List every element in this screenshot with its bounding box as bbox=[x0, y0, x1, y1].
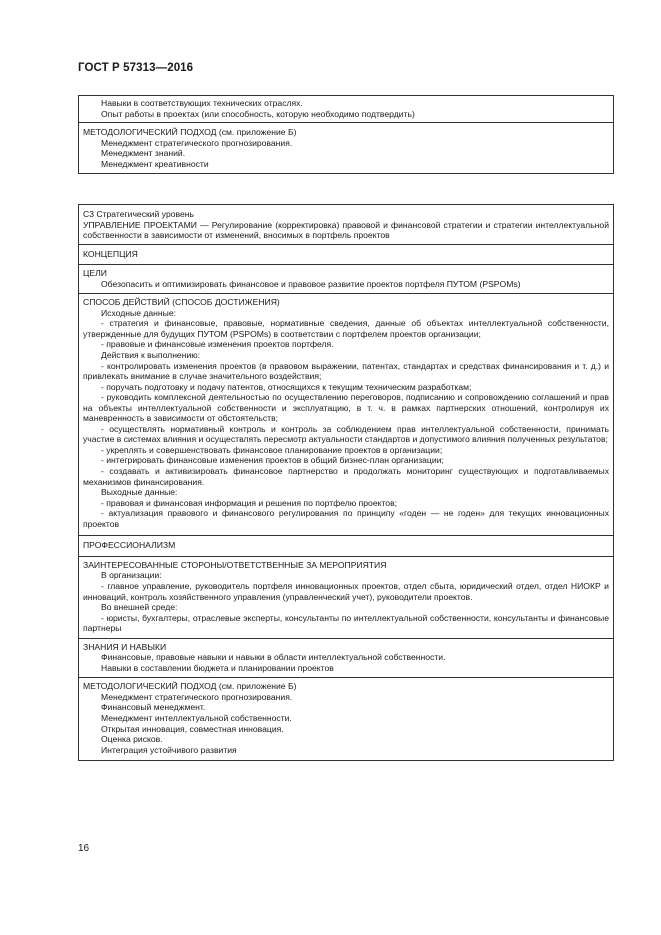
method2-item: Оценка рисков. bbox=[101, 734, 163, 745]
project-management-text: УПРАВЛЕНИЕ ПРОЕКТАМИ — Регулирование (корректировка) правовой и финансовой стратегии и стратегии интеллектуальной собственности в зависимости от изменений, вносимых в портфель проектов bbox=[83, 219, 609, 241]
document-header: ГОСТ Р 57313—2016 bbox=[78, 62, 194, 74]
concept-title: КОНЦЕПЦИЯ bbox=[83, 248, 138, 259]
goals-title: ЦЕЛИ bbox=[83, 268, 107, 279]
action-item: - интегрировать финансовые изменения проектов в общий бизнес-план организации; bbox=[101, 455, 444, 466]
output-item: - правовая и финансовая информация и решения по портфелю проектов; bbox=[101, 497, 398, 508]
table-continuation bbox=[78, 95, 614, 174]
professionalism-cell bbox=[79, 536, 613, 557]
knowledge-item: Навыки в составлении бюджета и планировании проектов bbox=[101, 662, 334, 673]
action-item: - укреплять и совершенствовать финансовое планирование проектов в организации; bbox=[101, 444, 443, 455]
method-item: Менеджмент креативности bbox=[101, 158, 209, 169]
output-data-title: Выходные данные: bbox=[101, 487, 178, 498]
stakeholders-title: ЗАИНТЕРЕСОВАННЫЕ СТОРОНЫ/ОТВЕТСТВЕННЫЕ ЗА МЕРОПРИЯТИЯ bbox=[83, 559, 387, 570]
action-item: - создавать и активизировать финансовое партнерство и продолжать мониторинг существующих и подготавливаемых механизмов финансирования. bbox=[83, 466, 609, 487]
method2-item: Менеджмент стратегического прогнозирования. bbox=[101, 691, 293, 702]
input-item: - стратегия и финансовые, правовые, нормативные сведения, данные об объектах интеллектуальной собственности, утвержденные для будущих ПУТОМ (PSPOMs) в соответствии с портфелем проектов организации; bbox=[83, 318, 609, 339]
method-item: Менеджмент знаний. bbox=[101, 148, 186, 159]
knowledge-cell bbox=[79, 639, 613, 679]
action-item: - поручать подготовку и подачу патентов, относящихся к текущим техническим разработкам; bbox=[101, 381, 472, 392]
method2-item: Открытая инновация, совместная инновация. bbox=[101, 723, 284, 734]
method-actions-title: СПОСОБ ДЕЙСТВИЙ (СПОСОБ ДОСТИЖЕНИЯ) bbox=[83, 297, 280, 308]
stakeholder-item: - юристы, бухгалтеры, отраслевые эксперты, консультанты по интеллектуальной собственности, консультанты и финансовые партнеры bbox=[83, 612, 609, 634]
concept-cell bbox=[79, 245, 613, 266]
method-item: Менеджмент стратегического прогнозирования. bbox=[101, 137, 293, 148]
action-item: - контролировать изменения проектов (в правовом выражении, патентах, стандартах и средствах финансирования и т. д.) и привлекать внимание в случае значительного воздействия; bbox=[83, 360, 609, 382]
method2-title: МЕТОДОЛОГИЧЕСКИЙ ПОДХОД (см. приложение Б) bbox=[83, 681, 297, 692]
method2-item: Менеджмент интеллектуальной собственности. bbox=[101, 712, 292, 723]
method-title: МЕТОДОЛОГИЧЕСКИЙ ПОДХОД (см. приложение Б) bbox=[83, 127, 297, 138]
professionalism-title: ПРОФЕССИОНАЛИЗМ bbox=[83, 540, 176, 551]
skill-item: Навыки в соответствующих технических отраслях. bbox=[101, 98, 303, 108]
level-cell bbox=[79, 205, 613, 245]
knowledge-title: ЗНАНИЯ И НАВЫКИ bbox=[83, 641, 167, 652]
skills-cell bbox=[79, 96, 613, 123]
stakeholder-item: - главное управление, руководитель портфеля инновационных проектов, отдел сбыта, юридический отдел, отдел НИОКР и инноваций, контроль хозяйственного управления (управленческий учет), руководители проектов. bbox=[83, 580, 609, 602]
method2-cell bbox=[79, 678, 613, 760]
skill-item: Опыт работы в проектах (или способность, которую необходимо подтвердить) bbox=[101, 108, 415, 119]
goals-text: Обезопасить и оптимизировать финансовое и правовое развитие проектов портфеля ПУТОМ (PSPOMs) bbox=[101, 278, 521, 289]
method2-item: Финансовый менеджмент. bbox=[101, 702, 206, 713]
in-organization-label: В организации: bbox=[101, 570, 162, 581]
page-number: 16 bbox=[78, 843, 90, 854]
stakeholders-cell bbox=[79, 557, 613, 639]
knowledge-item: Финансовые, правовые навыки и навыки в области интеллектуальной собственности. bbox=[101, 652, 446, 663]
input-item: - правовые и финансовые изменения проектов портфеля. bbox=[101, 339, 334, 350]
goals-cell bbox=[79, 265, 613, 294]
method-actions-cell bbox=[79, 294, 613, 536]
external-label: Во внешней среде: bbox=[101, 602, 178, 613]
method-cell bbox=[79, 123, 613, 173]
actions-title: Действия к выполнению: bbox=[101, 350, 201, 361]
action-item: - руководить комплексной деятельностью по осуществлению переговоров, подписанию и сопровождению соглашений и прав на объекты интеллектуальной собственности и эксплуатацию, в т. ч. в рамках партнерских отношений, контролируя их маневренность в зависимости от обстоятельств; bbox=[83, 392, 609, 424]
table-strategic-level bbox=[78, 204, 614, 761]
output-item: - актуализация правового и финансового регулирования по принципу «годен — не годен» для текущих инновационных проектов bbox=[83, 508, 609, 529]
action-item: - осуществлять нормативный контроль и контроль за соблюдением прав интеллектуальной собственности, принимать участие в системах влияния и осуществлять пересмотр актуальности стандартов и допустимого влияния полученных результатов; bbox=[83, 423, 609, 445]
method2-item: Интеграция устойчивого развития bbox=[101, 744, 237, 755]
input-data-title: Исходные данные: bbox=[101, 307, 176, 318]
level-title: C3 Стратегический уровень bbox=[83, 209, 194, 219]
